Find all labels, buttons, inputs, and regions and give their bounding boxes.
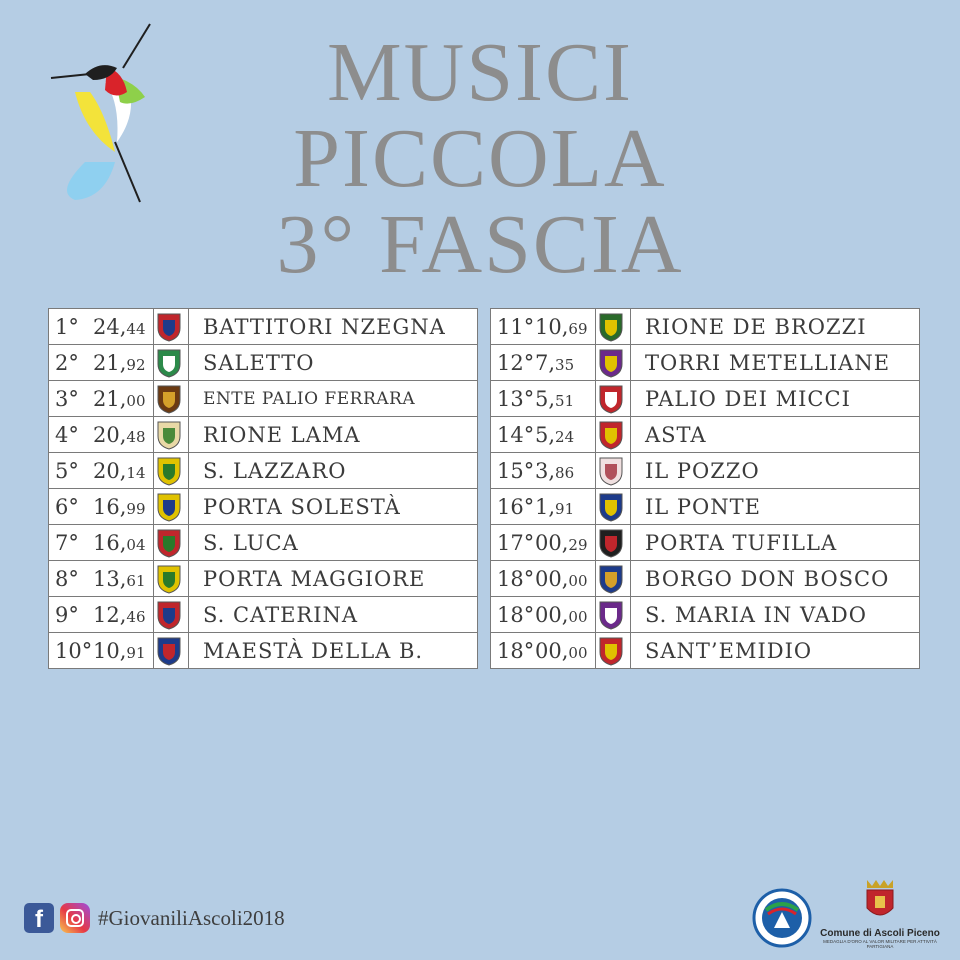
score xyxy=(535,639,588,663)
team-name: ENTE PALIO FERRARA xyxy=(189,381,478,417)
crest-cell xyxy=(596,417,631,453)
score-int: 00, xyxy=(535,530,569,555)
score-int: 10, xyxy=(535,314,569,339)
crest-cell xyxy=(596,561,631,597)
score-int: 16, xyxy=(93,494,127,519)
score-dec: 24 xyxy=(555,427,575,446)
table-row xyxy=(49,417,478,453)
table-row xyxy=(49,597,478,633)
table-row xyxy=(491,489,920,525)
rank-cell xyxy=(491,489,596,525)
crest-cell xyxy=(154,489,189,525)
score-dec: 61 xyxy=(126,571,146,590)
table-row xyxy=(49,381,478,417)
crest-cell xyxy=(596,453,631,489)
score-dec: 14 xyxy=(126,463,146,482)
team-name: SANT’EMIDIO xyxy=(631,633,920,669)
score-int: 21, xyxy=(93,386,127,411)
tufilla-shield-icon xyxy=(598,528,624,558)
lama-crest-icon xyxy=(156,420,182,450)
score-dec: 04 xyxy=(126,535,146,554)
rank-cell xyxy=(491,453,596,489)
score-dec: 35 xyxy=(555,355,575,374)
position: 17° xyxy=(497,530,535,555)
table-row xyxy=(491,561,920,597)
rank-cell xyxy=(491,597,596,633)
crest-cell xyxy=(154,525,189,561)
position: 15° xyxy=(497,458,535,483)
position: 18° xyxy=(497,566,535,591)
score-int: 5, xyxy=(535,422,556,447)
table-row xyxy=(491,633,920,669)
lazzaro-shield-icon xyxy=(156,456,182,486)
score-int: 16, xyxy=(93,530,127,555)
score-dec: 29 xyxy=(568,535,588,554)
crest-cell xyxy=(154,309,189,345)
hashtag-text: #GiovaniliAscoli2018 xyxy=(98,905,285,930)
score-dec: 00 xyxy=(126,391,146,410)
team-name: RIONE LAMA xyxy=(189,417,478,453)
pozzo-shield-icon xyxy=(598,456,624,486)
team-name: IL PONTE xyxy=(631,489,920,525)
score-int: 3, xyxy=(535,458,556,483)
score-dec: 91 xyxy=(126,643,146,662)
crest-cell xyxy=(596,597,631,633)
crest-cell xyxy=(596,525,631,561)
rank-cell xyxy=(49,381,154,417)
asta-crest-icon xyxy=(598,420,624,450)
team-name: S. CATERINA xyxy=(189,597,478,633)
table-row xyxy=(49,561,478,597)
table-row xyxy=(491,309,920,345)
maggiore-shield-icon xyxy=(156,564,182,594)
table-row xyxy=(49,453,478,489)
rank-cell xyxy=(491,525,596,561)
team-name: BATTITORI NZEGNA xyxy=(189,309,478,345)
comune-subtitle: MEDAGLIA D'ORO AL VALOR MILITARE PER ATTIVITÀ PARTIGIANA xyxy=(823,939,937,949)
score xyxy=(93,495,146,519)
score-dec: 99 xyxy=(126,499,146,518)
luca-shield-icon xyxy=(156,528,182,558)
position: 1° xyxy=(55,314,79,339)
score xyxy=(535,423,574,447)
table-row xyxy=(49,633,478,669)
bosco-shield-icon xyxy=(598,564,624,594)
position: 8° xyxy=(55,566,79,591)
rank-cell xyxy=(49,453,154,489)
score xyxy=(535,567,588,591)
rank-cell xyxy=(49,525,154,561)
score-int: 5, xyxy=(535,386,556,411)
rank-cell xyxy=(49,489,154,525)
table-row xyxy=(491,453,920,489)
federation-logo-icon xyxy=(752,888,812,948)
score xyxy=(93,315,146,339)
crest-cell xyxy=(596,489,631,525)
score-dec: 92 xyxy=(126,355,146,374)
team-name: PALIO DEI MICCI xyxy=(631,381,920,417)
rank-cell xyxy=(491,417,596,453)
position: 2° xyxy=(55,350,79,375)
solesta-shield-icon xyxy=(156,492,182,522)
emidio-shield-icon xyxy=(598,636,624,666)
team-name: TORRI METELLIANE xyxy=(631,345,920,381)
position: 16° xyxy=(497,494,535,519)
score xyxy=(93,351,146,375)
score-int: 13, xyxy=(93,566,127,591)
rank-cell xyxy=(49,309,154,345)
score xyxy=(535,603,588,627)
crest-cell xyxy=(596,381,631,417)
rank-cell xyxy=(491,381,596,417)
rank-cell xyxy=(49,597,154,633)
table-row xyxy=(491,345,920,381)
team-name: S. LAZZARO xyxy=(189,453,478,489)
position: 12° xyxy=(497,350,535,375)
score xyxy=(93,639,146,663)
score xyxy=(535,315,588,339)
score-dec: 48 xyxy=(126,427,146,446)
position: 14° xyxy=(497,422,535,447)
team-name: BORGO DON BOSCO xyxy=(631,561,920,597)
title-line-1: MUSICI xyxy=(326,26,634,119)
crest-cell xyxy=(596,633,631,669)
score-dec: 91 xyxy=(555,499,575,518)
crest-cell xyxy=(154,345,189,381)
score xyxy=(93,423,146,447)
team-name: IL POZZO xyxy=(631,453,920,489)
vado-shield-icon xyxy=(598,600,624,630)
comune-logo xyxy=(820,878,940,949)
score xyxy=(535,351,574,375)
position: 18° xyxy=(497,638,535,663)
tree-crest-icon xyxy=(156,348,182,378)
score-int: 10, xyxy=(93,638,127,663)
score xyxy=(535,387,574,411)
position: 5° xyxy=(55,458,79,483)
score-int: 21, xyxy=(93,350,127,375)
table-row xyxy=(49,309,478,345)
team-name: PORTA TUFILLA xyxy=(631,525,920,561)
table-row xyxy=(49,345,478,381)
score-dec: 44 xyxy=(126,319,146,338)
instagram-icon[interactable] xyxy=(60,903,90,933)
score xyxy=(535,459,574,483)
team-name: RIONE DE BROZZI xyxy=(631,309,920,345)
score-int: 20, xyxy=(93,422,127,447)
social-footer xyxy=(24,903,285,933)
score xyxy=(535,495,574,519)
score xyxy=(93,603,146,627)
rank-cell xyxy=(491,345,596,381)
team-name: SALETTO xyxy=(189,345,478,381)
score xyxy=(93,531,146,555)
score-dec: 00 xyxy=(568,643,588,662)
crest-cell xyxy=(154,453,189,489)
score-dec: 00 xyxy=(568,571,588,590)
score-int: 00, xyxy=(535,602,569,627)
table-row xyxy=(491,381,920,417)
torri-crest-icon xyxy=(598,348,624,378)
brozzi-crest-icon xyxy=(598,312,624,342)
micci-crest-icon xyxy=(598,384,624,414)
table-row xyxy=(491,417,920,453)
score-int: 00, xyxy=(535,638,569,663)
rank-cell xyxy=(49,633,154,669)
score-int: 00, xyxy=(535,566,569,591)
score-int: 1, xyxy=(535,494,556,519)
crest-cell xyxy=(154,561,189,597)
position: 6° xyxy=(55,494,79,519)
palio-logo-icon xyxy=(156,384,182,414)
facebook-icon[interactable]: f xyxy=(24,903,54,933)
star-crest-icon xyxy=(156,312,182,342)
caterina-shield-icon xyxy=(156,600,182,630)
crest-cell xyxy=(596,345,631,381)
maesta-shield-icon xyxy=(156,636,182,666)
table-row xyxy=(491,597,920,633)
table-row xyxy=(491,525,920,561)
comune-name: Comune di Ascoli Piceno xyxy=(820,928,940,939)
score-dec: 00 xyxy=(568,607,588,626)
rank-cell xyxy=(49,417,154,453)
team-name: ASTA xyxy=(631,417,920,453)
team-name: PORTA SOLESTÀ xyxy=(189,489,478,525)
position: 7° xyxy=(55,530,79,555)
bird-logo-icon xyxy=(45,22,175,212)
page-title xyxy=(200,26,760,291)
team-name: PORTA MAGGIORE xyxy=(189,561,478,597)
table-row xyxy=(49,525,478,561)
score-int: 12, xyxy=(93,602,127,627)
score-int: 24, xyxy=(93,314,127,339)
crest-cell xyxy=(154,417,189,453)
score xyxy=(93,567,146,591)
title-line-3: 3° FASCIA xyxy=(276,198,684,291)
score xyxy=(93,387,146,411)
ranking-table-right xyxy=(490,308,920,669)
position: 13° xyxy=(497,386,535,411)
team-name: MAESTÀ DELLA B. xyxy=(189,633,478,669)
crest-cell xyxy=(154,381,189,417)
position: 10° xyxy=(55,638,93,663)
rank-cell xyxy=(49,561,154,597)
crest-cell xyxy=(154,597,189,633)
rank-cell xyxy=(49,345,154,381)
position: 4° xyxy=(55,422,79,447)
score xyxy=(93,459,146,483)
rank-cell xyxy=(491,561,596,597)
score-dec: 69 xyxy=(568,319,588,338)
position: 18° xyxy=(497,602,535,627)
table-row xyxy=(49,489,478,525)
rank-cell xyxy=(491,309,596,345)
rank-cell xyxy=(491,633,596,669)
crest-cell xyxy=(596,309,631,345)
ranking-table-left xyxy=(48,308,478,669)
score-dec: 51 xyxy=(555,391,575,410)
team-name: S. MARIA IN VADO xyxy=(631,597,920,633)
position: 11° xyxy=(497,314,535,339)
score xyxy=(535,531,588,555)
score-dec: 46 xyxy=(126,607,146,626)
comune-crest-icon xyxy=(863,878,897,922)
ponte-shield-icon xyxy=(598,492,624,522)
position: 9° xyxy=(55,602,79,627)
score-int: 7, xyxy=(535,350,556,375)
score-dec: 86 xyxy=(555,463,575,482)
score-int: 20, xyxy=(93,458,127,483)
position: 3° xyxy=(55,386,79,411)
crest-cell xyxy=(154,633,189,669)
title-line-2: PICCOLA xyxy=(293,112,667,205)
team-name: S. LUCA xyxy=(189,525,478,561)
